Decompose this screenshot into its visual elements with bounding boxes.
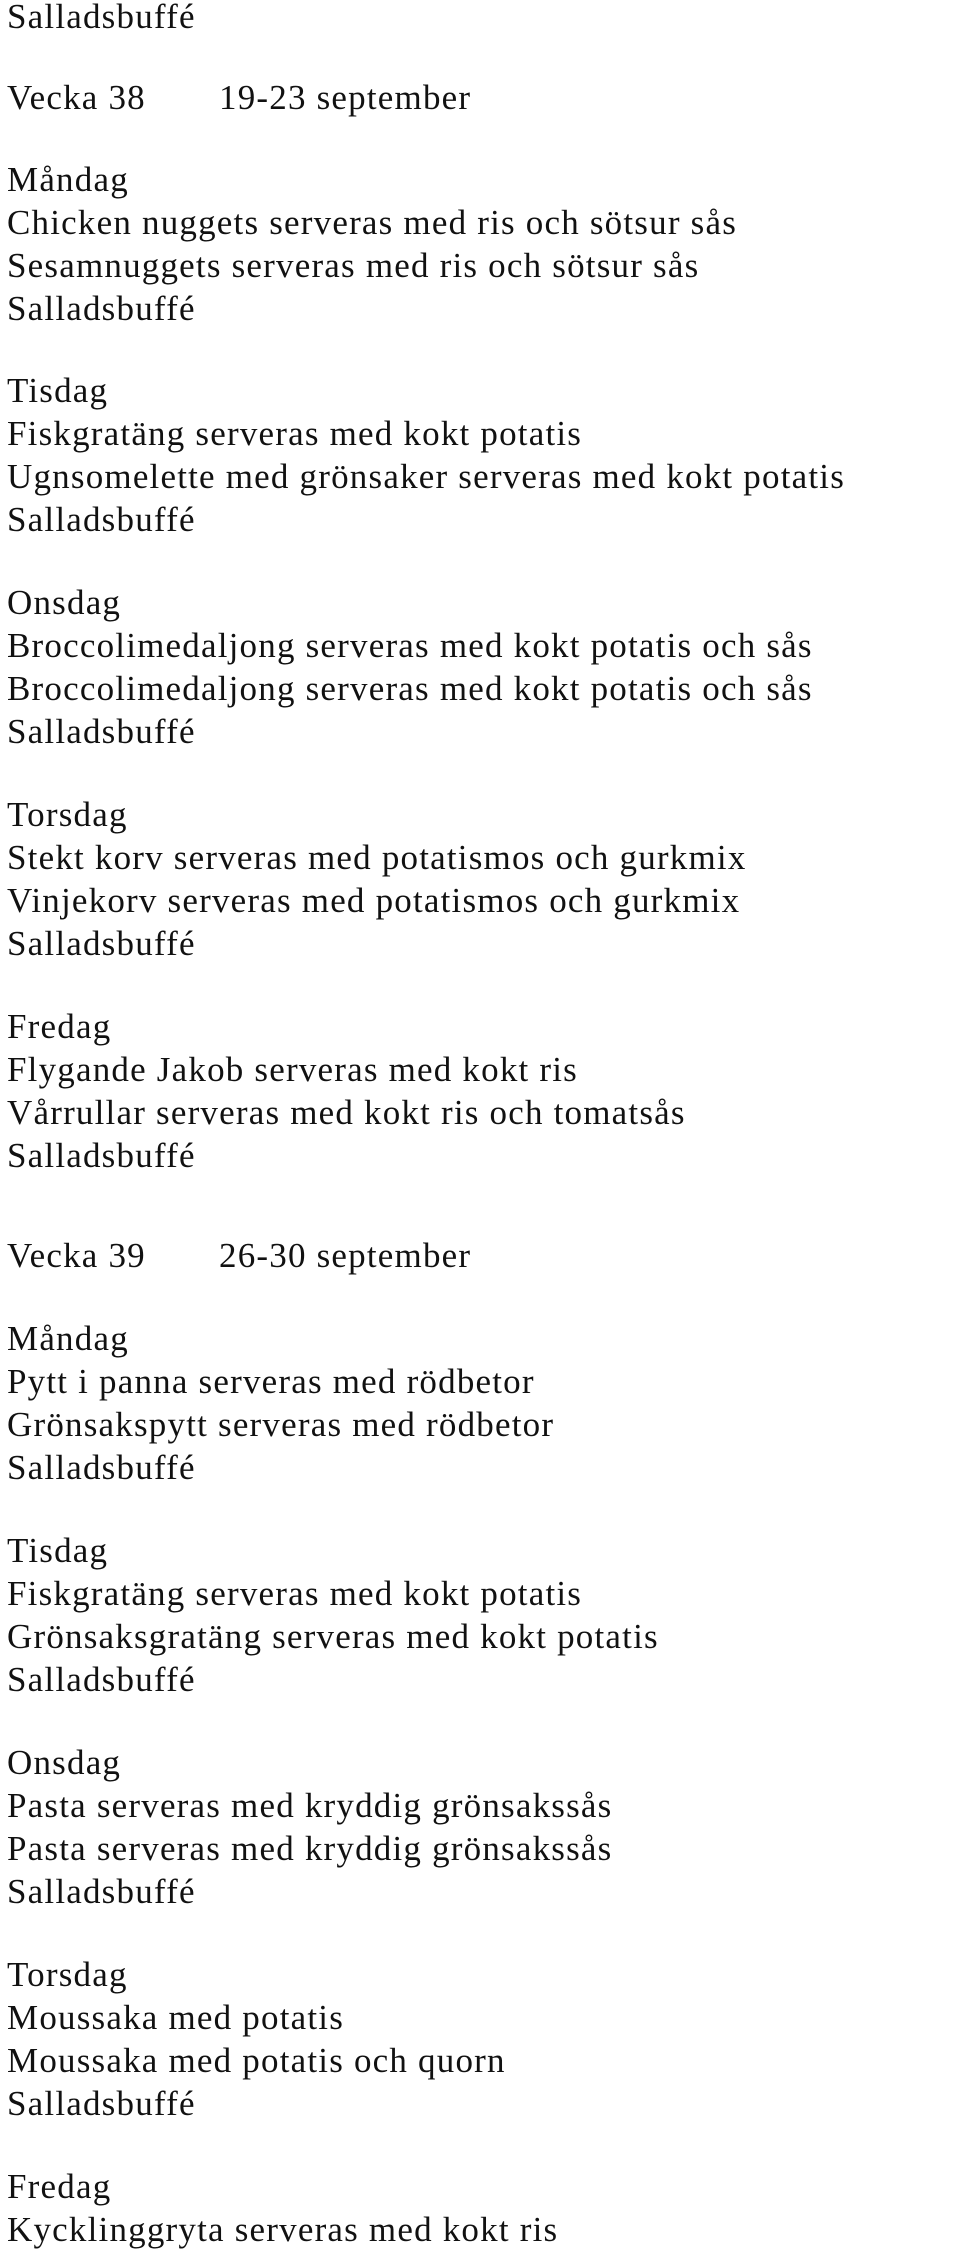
- dish-line: Ugnsomelette med grönsaker serveras med kokt potatis: [7, 457, 846, 496]
- day-name: Tisdag: [7, 371, 109, 410]
- day-name: Fredag: [7, 2167, 112, 2206]
- day-name: Tisdag: [7, 1531, 109, 1570]
- week-dates: 26-30 september: [219, 1236, 472, 1275]
- salad-buffet-line: Salladsbuffé: [7, 0, 196, 36]
- dish-line: Vinjekorv serveras med potatismos och gurkmix: [7, 881, 741, 920]
- dish-line: Sesamnuggets serveras med ris och sötsur sås: [7, 246, 700, 285]
- dish-line: Grönsakspytt serveras med rödbetor: [7, 1405, 555, 1444]
- dish-line: Vårrullar serveras med kokt ris och tomatsås: [7, 1093, 686, 1132]
- dish-line: Broccolimedaljong serveras med kokt potatis och sås: [7, 669, 813, 708]
- week-header: [7, 1235, 472, 1277]
- dish-line: Salladsbuffé: [7, 1448, 196, 1487]
- day-name: Måndag: [7, 160, 129, 199]
- dish-line: Pasta serveras med kryddig grönsakssås: [7, 1829, 613, 1868]
- week-label: Vecka 38: [7, 78, 146, 117]
- dish-line: Fiskgratäng serveras med kokt potatis: [7, 1574, 583, 1613]
- dish-line: Grönsaksgratäng serveras med kokt potatis: [7, 1617, 659, 1656]
- dish-line: Salladsbuffé: [7, 924, 196, 963]
- day-name: Måndag: [7, 1319, 129, 1358]
- dish-line: Salladsbuffé: [7, 500, 196, 539]
- dish-line: Flygande Jakob serveras med kokt ris: [7, 1050, 579, 1089]
- dish-line: Pytt i panna serveras med rödbetor: [7, 1362, 535, 1401]
- dish-line: Moussaka med potatis: [7, 1998, 345, 2037]
- dish-line: Salladsbuffé: [7, 2084, 196, 2123]
- day-name: Onsdag: [7, 583, 122, 622]
- week-dates: 19-23 september: [219, 78, 472, 117]
- day-name: Fredag: [7, 1007, 112, 1046]
- dish-line: Salladsbuffé: [7, 712, 196, 751]
- week-header: [7, 77, 472, 119]
- dish-line: Broccolimedaljong serveras med kokt potatis och sås: [7, 626, 813, 665]
- day-name: Onsdag: [7, 1743, 122, 1782]
- dish-line: Kycklinggryta serveras med kokt ris: [7, 2210, 559, 2249]
- day-name: Torsdag: [7, 1955, 128, 1994]
- dish-line: Salladsbuffé: [7, 1872, 196, 1911]
- dish-line: Chicken nuggets serveras med ris och sötsur sås: [7, 203, 738, 242]
- dish-line: Moussaka med potatis och quorn: [7, 2041, 506, 2080]
- dish-line: Salladsbuffé: [7, 289, 196, 328]
- dish-line: Salladsbuffé: [7, 1660, 196, 1699]
- dish-line: Stekt korv serveras med potatismos och gurkmix: [7, 838, 747, 877]
- dish-line: Salladsbuffé: [7, 1136, 196, 1175]
- day-name: Torsdag: [7, 795, 128, 834]
- dish-line: Pasta serveras med kryddig grönsakssås: [7, 1786, 613, 1825]
- week-label: Vecka 39: [7, 1236, 146, 1275]
- dish-line: Fiskgratäng serveras med kokt potatis: [7, 414, 583, 453]
